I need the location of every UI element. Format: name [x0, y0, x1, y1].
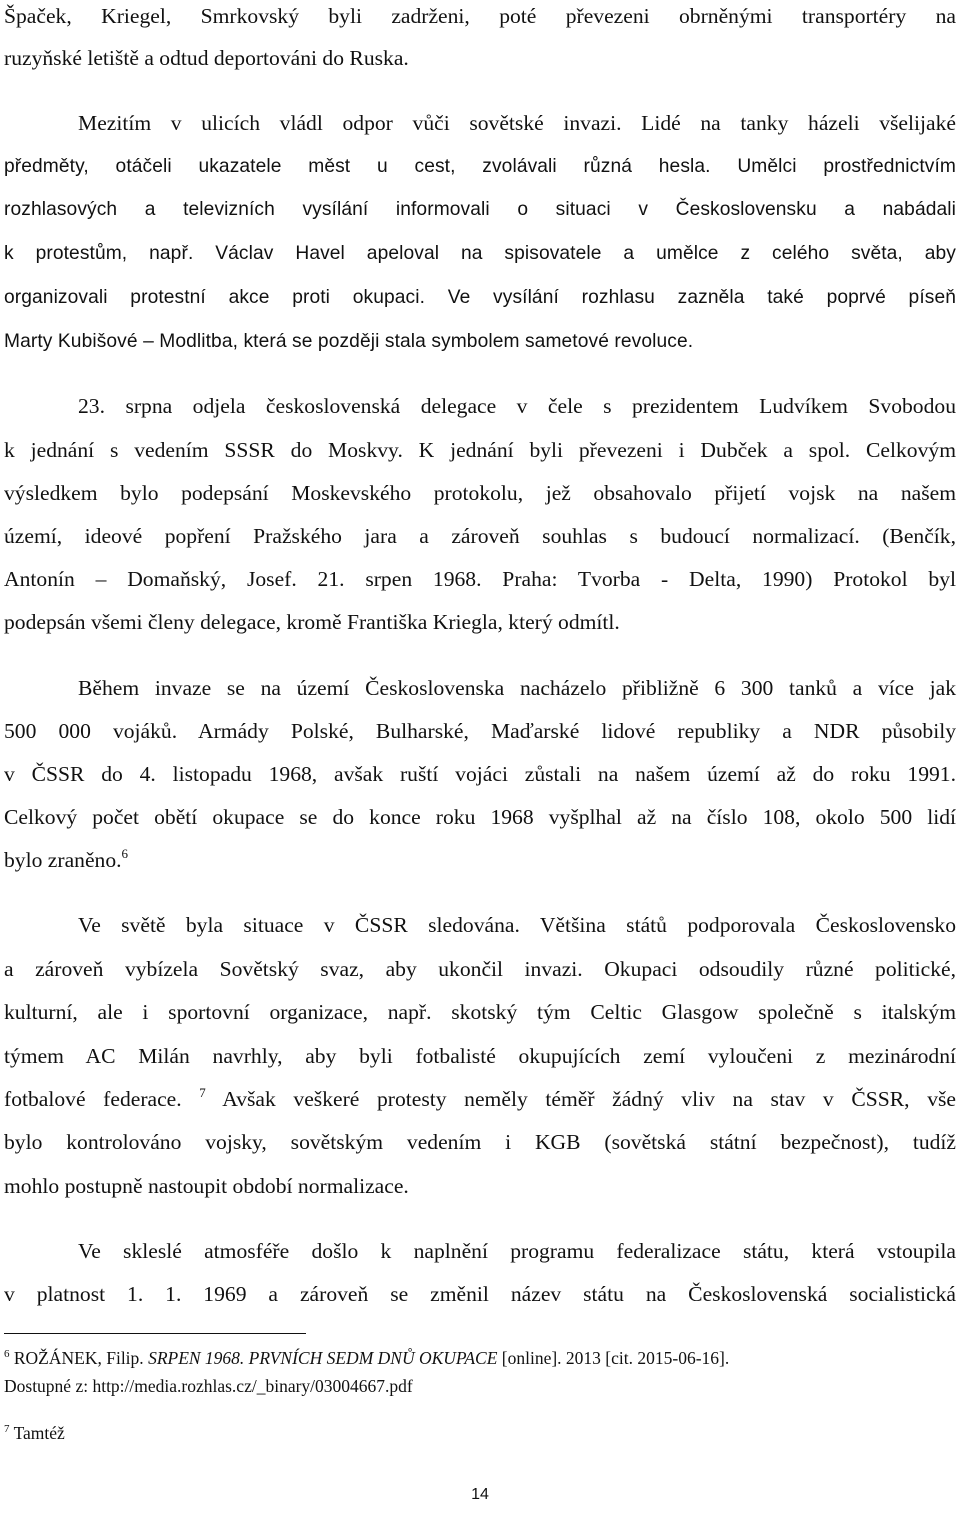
body-line: Antonín – Domaňský, Josef. 21. srpen 1968. Praha: Tvorba - Delta, 1990) Protokol byl [4, 567, 956, 591]
body-line: v ČSSR do 4. listopadu 1968, avšak ruští vojáci zůstali na našem území až do roku 1991. [4, 762, 956, 786]
body-line: v platnost 1. 1. 1969 a zároveň se změnil název státu na Československá socialistická [4, 1282, 956, 1306]
body-line [4, 1085, 956, 1115]
body-line: ruzyňské letiště a odtud deportováni do Ruska. [4, 46, 409, 70]
body-line: 500 000 vojáků. Armády Polské, Bulharské, Maďarské lidové republiky a NDR působily [4, 719, 956, 743]
body-line: Ve světě byla situace v ČSSR sledována. Většina států podporovala Československo [78, 913, 956, 937]
footnote-6 [4, 1347, 729, 1369]
body-line: mohlo postupně nastoupit období normalizace. [4, 1174, 409, 1198]
body-line: Během invaze se na území Československa nacházelo přibližně 6 300 tanků a více jak [78, 676, 956, 700]
footnote-author: ROŽÁNEK, Filip. [13, 1348, 144, 1368]
body-text: bylo zraněno. [4, 848, 122, 872]
body-line: týmem AC Milán navrhly, aby byli fotbalisté okupujících zemí vyloučeni z mezinárodní [4, 1044, 956, 1068]
body-line: organizovali protestní akce proti okupaci. Ve vysílání rozhlasu zazněla také poprvé píseň [4, 287, 956, 308]
body-line: bylo kontrolováno vojsky, sovětským vedením i KGB (sovětská státní bezpečnost), tudíž [4, 1130, 956, 1154]
body-line: předměty, otáčeli ukazatele měst u cest, zvolávali různá hesla. Umělci prostřednictvím [4, 156, 956, 177]
body-line: 23. srpna odjela československá delegace v čele s prezidentem Ludvíkem Svobodou [78, 394, 956, 418]
footnote-ref: 7 [199, 1085, 206, 1100]
footnote-citation: [online]. 2013 [cit. 2015-06-16]. [501, 1348, 730, 1368]
body-line: rozhlasových a televizních vysílání informovali o situaci v Československu a nabádali [4, 199, 956, 220]
body-line: k protestům, např. Václav Havel apeloval na spisovatele a umělce z celého světa, aby [4, 243, 956, 264]
footnote-ref: 6 [121, 846, 129, 861]
footnote-text: Tamtéž [13, 1423, 65, 1443]
footnote-number: 6 [4, 1348, 10, 1360]
body-line: Ve skleslé atmosféře došlo k naplnění programu federalizace státu, která vstoupila [78, 1239, 956, 1263]
body-line: Špaček, Kriegel, Smrkovský byli zadrženi, poté převezeni obrněnými transportéry na [4, 4, 956, 28]
body-line: kulturní, ale i sportovní organizace, např. skotský tým Celtic Glasgow společně s italským [4, 1000, 956, 1024]
body-line: Mezitím v ulicích vládl odpor vůči sovětské invazi. Lidé na tanky házeli všelijaké [78, 111, 956, 135]
body-line: území, ideové popření Pražského jara a zároveň souhlas s budoucí normalizací. (Benčík, [4, 524, 956, 548]
body-line: výsledkem bylo podepsání Moskevského protokolu, jež obsahovalo přijetí vojsk na našem [4, 481, 956, 505]
body-line: Celkový počet obětí okupace se do konce roku 1968 vyšplhal až na číslo 108, okolo 500 lidí [4, 805, 956, 829]
body-line: Marty Kubišové – Modlitba, která se později stala symbolem sametové revoluce. [4, 331, 694, 352]
body-line: podepsán všemi členy delegace, kromě Františka Kriegla, který odmítl. [4, 610, 620, 634]
footnote-6-url: Dostupné z: http://media.rozhlas.cz/_binary/03004667.pdf [4, 1376, 413, 1396]
footnote-7 [4, 1422, 65, 1444]
page-number: 14 [471, 1486, 489, 1503]
footnote-title: SRPEN 1968. PRVNÍCH SEDM DNŮ OKUPACE [148, 1348, 498, 1368]
body-text: fotbalové federace. [4, 1087, 182, 1111]
footnote-separator [4, 1333, 306, 1334]
footnote-number: 7 [4, 1423, 10, 1435]
body-line: k jednání s vedením SSSR do Moskvy. K jednání byli převezeni i Dubček a spol. Celkovým [4, 438, 956, 462]
body-line: a zároveň vybízela Sovětský svaz, aby ukončil invazi. Okupaci odsoudily různé politické, [4, 957, 956, 981]
body-text: Avšak veškeré protesty neměly téměř žádný vliv na stav v ČSSR, vše [222, 1087, 956, 1111]
body-line [4, 846, 956, 876]
